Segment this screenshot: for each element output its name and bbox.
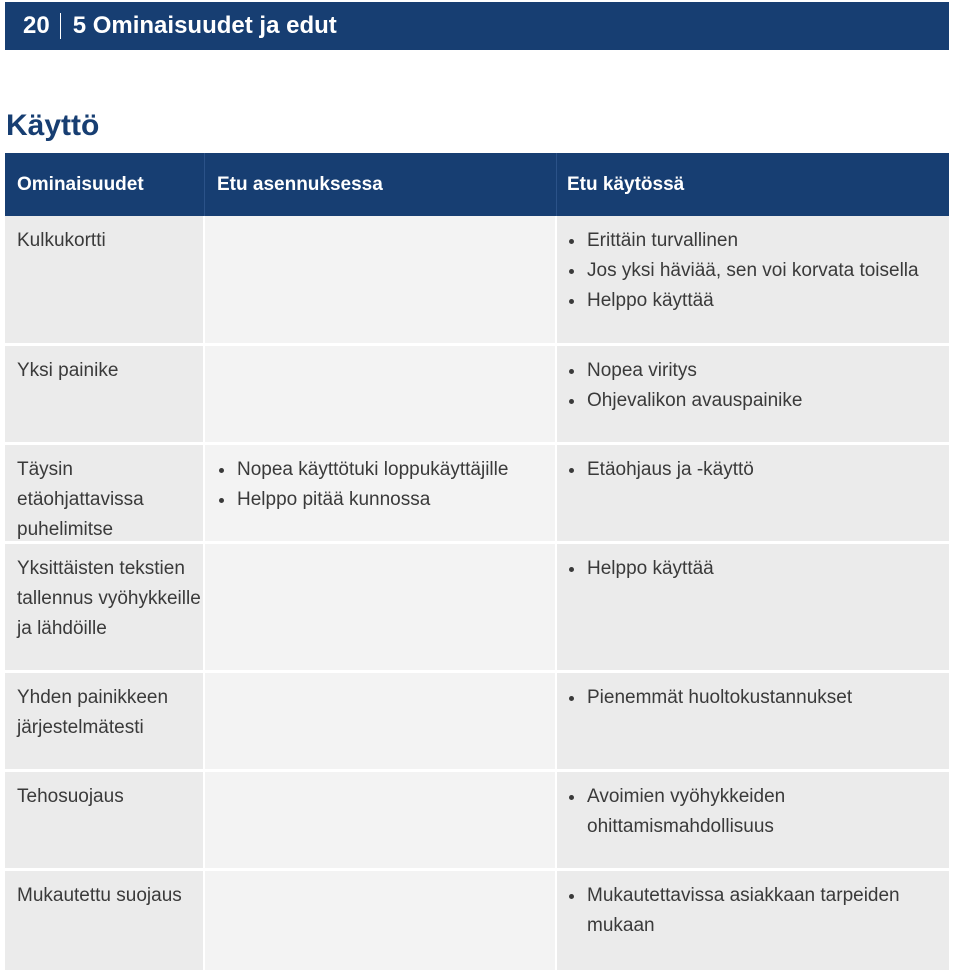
use-benefit-cell	[557, 544, 949, 670]
section-title: Käyttö	[6, 109, 100, 142]
table-row	[5, 216, 949, 346]
list-item: Helppo käyttää	[567, 554, 949, 584]
chapter-title: 5 Ominaisuudet ja edut	[72, 12, 337, 39]
feature-cell: Kulkukortti	[5, 216, 205, 343]
header-divider	[60, 13, 61, 39]
table-row	[5, 346, 949, 445]
list-item: Nopea viritys	[567, 356, 949, 386]
use-benefit-cell	[557, 346, 949, 442]
table-row	[5, 544, 949, 673]
feature-cell: Tehosuojaus	[5, 772, 205, 868]
table-row	[5, 673, 949, 772]
install-benefit-cell	[205, 772, 557, 868]
install-benefit-cell	[205, 673, 557, 769]
column-header-install: Etu asennuksessa	[205, 153, 557, 216]
feature-cell: Täysin etäohjattavissa puhelimitse	[5, 445, 205, 541]
list-item: Ohjevalikon avauspainike	[567, 386, 949, 416]
column-header-features: Ominaisuudet	[5, 153, 205, 216]
use-benefit-cell	[557, 216, 949, 343]
use-benefit-cell	[557, 445, 949, 541]
feature-cell: Mukautettu suojaus	[5, 871, 205, 970]
table-row	[5, 772, 949, 871]
list-item: Avoimien vyöhykkeiden ohittamismahdollisuus	[567, 782, 949, 842]
use-benefit-cell	[557, 673, 949, 769]
list-item: Helppo käyttää	[567, 286, 949, 316]
use-benefit-cell	[557, 772, 949, 868]
table-header-row	[5, 153, 949, 216]
feature-cell: Yhden painikkeen järjestelmätesti	[5, 673, 205, 769]
page-header	[5, 2, 949, 50]
table-row	[5, 445, 949, 544]
install-benefit-cell	[205, 871, 557, 970]
list-item: Pienemmät huoltokustannukset	[567, 683, 949, 713]
install-benefit-cell	[205, 216, 557, 343]
install-benefit-cell	[205, 445, 557, 541]
use-benefit-cell	[557, 871, 949, 970]
feature-cell: Yksittäisten tekstien tallennus vyöhykkeille ja lähdöille	[5, 544, 205, 670]
features-table	[5, 153, 949, 970]
page-number: 20	[23, 12, 50, 39]
list-item: Nopea käyttötuki loppukäyttäjille	[217, 455, 555, 485]
feature-cell: Yksi painike	[5, 346, 205, 442]
list-item: Erittäin turvallinen	[567, 226, 949, 256]
column-header-use: Etu käytössä	[557, 153, 949, 216]
install-benefit-cell	[205, 346, 557, 442]
list-item: Mukautettavissa asiakkaan tarpeiden mukaan	[567, 881, 949, 941]
table-row	[5, 871, 949, 970]
list-item: Etäohjaus ja -käyttö	[567, 455, 949, 485]
install-benefit-cell	[205, 544, 557, 670]
list-item: Jos yksi häviää, sen voi korvata toisella	[567, 256, 949, 286]
list-item: Helppo pitää kunnossa	[217, 485, 555, 515]
